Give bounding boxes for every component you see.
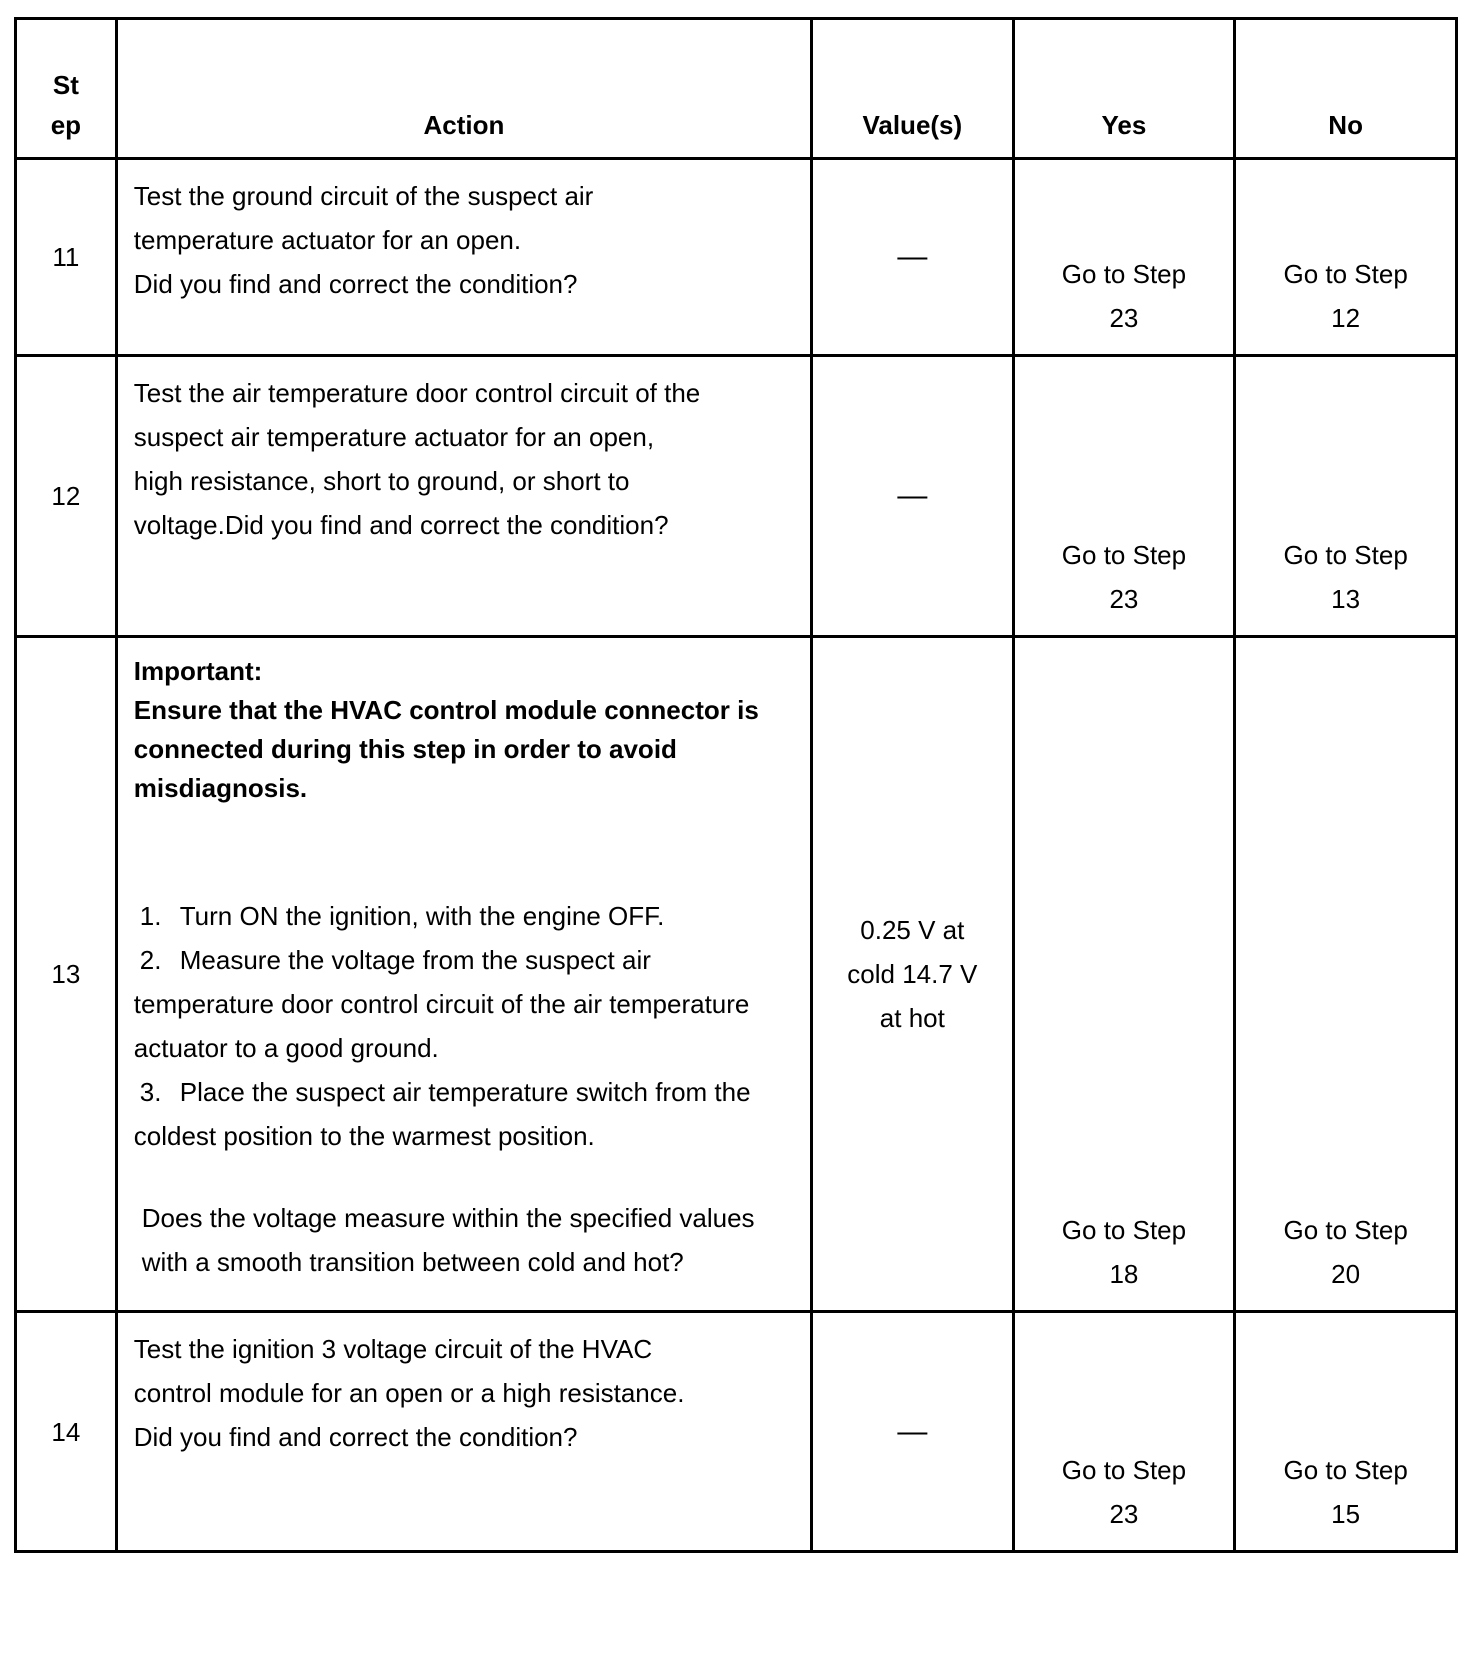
action-line: Did you find and correct the condition? — [133, 1422, 578, 1452]
header-action: Action — [116, 19, 811, 159]
action-line: Test the air temperature door control circuit of the — [133, 378, 701, 408]
header-step-line2: ep — [50, 110, 82, 140]
no-cell — [1235, 1312, 1457, 1552]
header-row — [16, 19, 1457, 159]
important-title: Important: — [133, 656, 263, 686]
yes-cell — [1013, 637, 1235, 1312]
yes-label: Go to Step — [1061, 540, 1187, 570]
action-cell — [116, 356, 811, 637]
header-step — [16, 19, 117, 159]
diagnostic-table — [14, 17, 1458, 1553]
no-label: Go to Step — [1283, 1455, 1408, 1485]
yes-step: 23 — [1109, 1499, 1139, 1529]
header-yes: Yes — [1013, 19, 1235, 159]
yes-cell — [1013, 1312, 1235, 1552]
table-row — [16, 1312, 1457, 1552]
yes-label: Go to Step — [1061, 1215, 1187, 1245]
list-text: Measure the voltage from the suspect air temperature door control circuit of the air temperature actuator to a good ground. — [133, 945, 750, 1063]
no-cell — [1235, 159, 1457, 356]
table-row — [16, 356, 1457, 637]
no-cell — [1235, 637, 1457, 1312]
table-row — [16, 637, 1457, 1312]
list-item — [134, 894, 796, 938]
value-line: at hot — [879, 1003, 945, 1033]
value-cell — [812, 159, 1014, 356]
header-value: Value(s) — [812, 19, 1014, 159]
no-step: 13 — [1331, 584, 1361, 614]
yes-cell — [1013, 356, 1235, 637]
value-line: cold 14.7 V — [847, 959, 978, 989]
action-line: Did you find and correct the condition? — [133, 269, 578, 299]
yes-cell — [1013, 159, 1235, 356]
step-number: 13 — [16, 637, 117, 1312]
value-dash: — — [897, 1414, 928, 1448]
action-line: temperature actuator for an open. — [133, 225, 522, 255]
action-line: control module for an open or a high resistance. — [133, 1378, 685, 1408]
no-cell — [1235, 356, 1457, 637]
list-item — [134, 1070, 796, 1158]
list-item — [134, 938, 796, 1070]
no-label: Go to Step — [1283, 259, 1408, 289]
table-row — [16, 159, 1457, 356]
no-label: Go to Step — [1283, 540, 1408, 570]
no-label: Go to Step — [1283, 1215, 1408, 1245]
important-body: Ensure that the HVAC control module connector is connected during this step in order to avoid misdiagnosis. — [133, 695, 759, 803]
list-text: Place the suspect air temperature switch from the coldest position to the warmest position. — [133, 1077, 751, 1151]
header-step-line1: St — [52, 70, 79, 100]
no-step: 15 — [1331, 1499, 1361, 1529]
action-line: Test the ground circuit of the suspect air — [133, 181, 594, 211]
list-text: Turn ON the ignition, with the engine OFF. — [179, 901, 665, 931]
step-number: 11 — [16, 159, 117, 356]
yes-step: 23 — [1109, 584, 1139, 614]
yes-step: 23 — [1109, 303, 1139, 333]
action-line: suspect air temperature actuator for an open, — [133, 422, 655, 452]
value-dash: — — [897, 479, 928, 512]
step-number: 14 — [16, 1312, 117, 1552]
value-line: 0.25 V at — [860, 915, 965, 945]
header-no: No — [1235, 19, 1457, 159]
action-line: voltage.Did you find and correct the condition? — [133, 510, 669, 540]
action-line: high resistance, short to ground, or short to — [133, 466, 630, 496]
no-step: 12 — [1331, 303, 1361, 333]
yes-label: Go to Step — [1061, 1455, 1187, 1485]
value-cell — [812, 637, 1014, 1312]
action-cell — [116, 637, 811, 1312]
no-step: 20 — [1331, 1259, 1361, 1289]
value-cell — [812, 1312, 1014, 1552]
list-number: 3. — [139, 1077, 162, 1107]
question-text: Does the voltage measure within the specified values with a smooth transition between cold and hot? — [141, 1203, 755, 1277]
list-number: 1. — [139, 901, 162, 931]
yes-label: Go to Step — [1061, 259, 1187, 289]
action-cell — [116, 159, 811, 356]
step-number: 12 — [16, 356, 117, 637]
action-line: Test the ignition 3 voltage circuit of the HVAC — [133, 1334, 653, 1364]
value-cell — [812, 356, 1014, 637]
action-cell — [116, 1312, 811, 1552]
yes-step: 18 — [1109, 1259, 1139, 1289]
list-number: 2. — [139, 945, 162, 975]
value-dash: — — [897, 240, 928, 273]
